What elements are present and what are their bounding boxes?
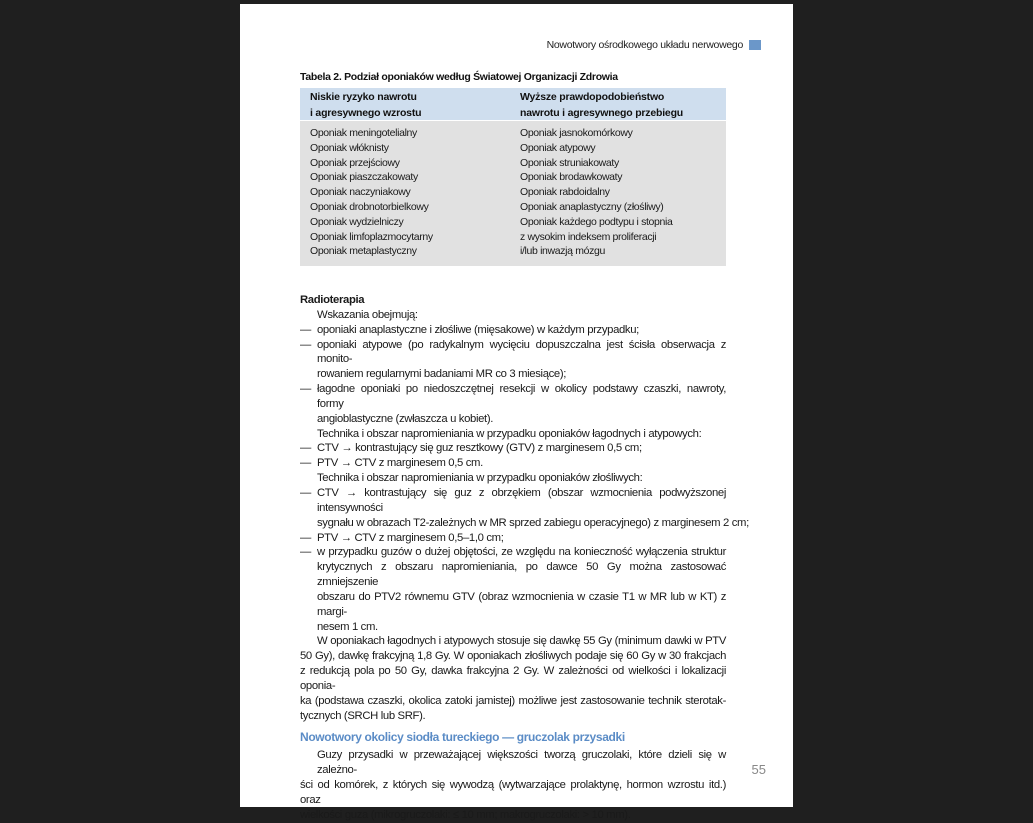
table-cell: Oponiak jasnokomórkowy (520, 127, 633, 139)
header-line: nawrotu i agresywnego przebiegu (520, 106, 683, 119)
text-line (300, 456, 726, 471)
table-cell: Oponiak metaplastyczny (310, 245, 417, 258)
text-line (300, 694, 726, 709)
text-line (300, 531, 726, 546)
header-line: i agresywnego wzrostu (310, 106, 422, 119)
header-line: Niskie ryzyko nawrotu (310, 91, 417, 103)
line-text: wielkości guza (mikrogruczolaki: ≤ 10 mm; makrogruczolaki: > 10 mm). (300, 808, 631, 821)
text-line (300, 748, 726, 778)
line-text: obszaru do PTV2 równemu GTV (obraz wzmocnienia w czasie T1 w MR lub w KT) z margi- (317, 590, 726, 618)
text-line (300, 545, 726, 560)
document-page (240, 4, 793, 821)
table-cell: Oponiak atypowy (520, 141, 596, 154)
line-text: CTV → kontrastujący się guz z obrzękiem (obszar wzmocnienia podwyższonej intensywności (317, 486, 726, 514)
body-text (300, 293, 749, 823)
text-line (300, 709, 726, 724)
bullet-dash: — (300, 546, 311, 559)
table-col-high-risk (520, 126, 672, 259)
bullet-dash: — (300, 457, 311, 470)
table-cell: Oponiak brodawkowaty (520, 171, 623, 184)
table-cell: Oponiak przejściowy (310, 156, 400, 169)
text-line (300, 308, 726, 323)
table-cell: Oponiak struniakowaty (520, 156, 619, 169)
table-cell: Oponiak każdego podtypu i stopnia (520, 215, 673, 228)
text-line (300, 649, 726, 664)
bullet-dash: — (300, 383, 311, 396)
line-text: oponiaki anaplastyczne i złośliwe (mięsakowe) w każdym przypadku; (317, 323, 639, 336)
line-text: 50 Gy), dawkę frakcyjną 1,8 Gy. W oponiakach złośliwych podaje się 60 Gy w 30 frakcjach (300, 650, 726, 663)
line-text: angioblastyczne (zwłaszcza u kobiet). (317, 412, 494, 425)
bullet-dash: — (300, 531, 311, 544)
table-title: Tabela 2. Podział oponiaków według Światowej Organizacji Zdrowia (300, 71, 618, 83)
text-line (300, 808, 726, 823)
bullet-dash: — (300, 486, 311, 499)
text-line (300, 516, 749, 531)
bullet-dash: — (300, 338, 311, 351)
text-line (300, 634, 726, 649)
text-line (300, 560, 726, 590)
running-header: Nowotwory ośrodkowego układu nerwowego (546, 39, 743, 51)
table-col-low-risk (310, 126, 433, 259)
text-line (300, 778, 726, 808)
line-text: oponiaki atypowe (po radykalnym wycięciu dopuszczalna jest ścisła obserwacja z monito- (317, 338, 726, 366)
table-header-col2 (520, 90, 683, 121)
line-text: nesem 1 cm. (317, 620, 378, 633)
line-text: Wskazania obejmują: (317, 308, 418, 321)
page-number: 55 (751, 762, 766, 777)
text-line (300, 367, 726, 382)
table-cell: Oponiak drobnotorbielkowy (310, 200, 429, 213)
table-cell: Oponiak piaszczakowaty (310, 171, 418, 184)
table-body (300, 121, 726, 266)
section-heading (300, 730, 726, 745)
table-cell: z wysokim indeksem proliferacji (520, 230, 657, 243)
line-text: z redukcją pola po 50 Gy, dawka frakcyjna 2 Gy. W zależności od wielkości i lokalizacji oponia- (300, 665, 726, 692)
line-text: Technika i obszar napromieniania w przypadku oponiaków złośliwych: (317, 472, 643, 485)
table-cell: Oponiak anaplastyczny (złośliwy) (520, 200, 664, 213)
table-cell: Oponiak wydzielniczy (310, 215, 404, 228)
text-line (300, 471, 726, 486)
table-cell: Oponiak włóknisty (310, 141, 389, 154)
line-text: Nowotwory okolicy siodła tureckiego — gruczolak przysadki (300, 730, 625, 745)
line-text: ka (podstawa czaszki, okolica zatoki jamistej) możliwe jest zastosowanie technik sterotak- (300, 694, 726, 707)
table-header (300, 88, 726, 120)
line-text: rowaniem regularnymi badaniami MR co 3 miesiące); (317, 368, 567, 381)
header-accent-square (749, 40, 761, 50)
line-text: ści od komórek, z których się wywodzą (wytwarzające prolaktynę, hormon wzrostu itd.) oraz (300, 779, 726, 806)
line-text: sygnału w obrazach T2-zależnych w MR sprzed zabiegu operacyjnego) z marginesem 2 cm; (317, 516, 749, 529)
table-cell: Oponiak limfoplazmocytarny (310, 230, 433, 243)
text-line (300, 323, 726, 338)
bullet-dash: — (300, 323, 311, 336)
line-text: CTV → kontrastujący się guz resztkowy (GTV) z marginesem 0,5 cm; (317, 442, 642, 455)
header-line: Wyższe prawdopodobieństwo (520, 91, 665, 103)
section-heading (300, 293, 726, 308)
table-cell: Oponiak rabdoidalny (520, 186, 610, 199)
line-text: Guzy przysadki w przeważającej większości tworzą gruczolaki, które dzieli się w zależno- (317, 749, 726, 777)
table-header-col1 (310, 90, 421, 121)
text-line (300, 427, 726, 442)
text-line (300, 620, 726, 635)
line-text: Radioterapia (300, 294, 365, 306)
text-line (300, 664, 726, 694)
bullet-dash: — (300, 442, 311, 455)
table-cell: Oponiak naczyniakowy (310, 186, 411, 199)
text-line (300, 338, 726, 368)
text-line (300, 486, 726, 516)
line-text: Technika i obszar napromieniania w przypadku oponiaków łagodnych i atypowych: (317, 427, 702, 440)
table-cell: Oponiak meningotelialny (310, 127, 417, 139)
line-text: W oponiakach łagodnych i atypowych stosuje się dawkę 55 Gy (minimum dawki w PTV (317, 635, 726, 648)
text-line (300, 382, 726, 412)
text-line (300, 412, 726, 427)
line-text: tycznych (SRCH lub SRF). (300, 709, 426, 722)
line-text: PTV → CTV z marginesem 0,5–1,0 cm; (317, 531, 504, 544)
text-line (300, 590, 726, 620)
table-cell: i/lub inwazją mózgu (520, 245, 605, 258)
line-text: PTV → CTV z marginesem 0,5 cm. (317, 457, 483, 470)
line-text: krytycznych z obszaru napromieniania, po dawce 50 Gy można zastosować zmniejszenie (317, 561, 726, 589)
text-line (300, 441, 726, 456)
line-text: łagodne oponiaki po niedoszczętnej resekcji w okolicy podstawy czaszki, nawroty, formy (317, 383, 726, 410)
line-text: w przypadku guzów o dużej objętości, ze względu na konieczność wyłączenia struktur (317, 546, 726, 559)
